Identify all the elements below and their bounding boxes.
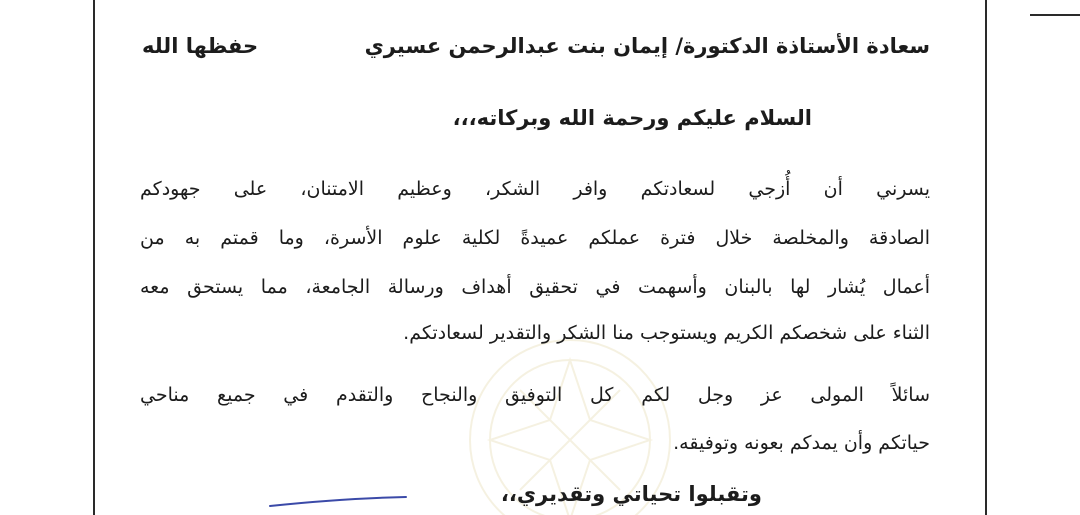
- paragraph1-line-2: الصادقة والمخلصة خلال فترة عملكم عميدةً لكلية علوم الأسرة، وما قمتم به من: [140, 227, 930, 249]
- paragraph1-line-4: الثناء على شخصكم الكريم ويستوجب منا الشكر والتقدير لسعادتكم.: [403, 322, 930, 344]
- paragraph2-line-2: حياتكم وأن يمدكم بعونه وتوفيقه.: [673, 432, 930, 454]
- signature-stroke-icon: [268, 494, 408, 510]
- paragraph1-line-1: يسرني أن أُزجي لسعادتكم وافر الشكر، وعظيم الامتنان، على جهودكم: [140, 178, 930, 200]
- paragraph2-line-1: سائلاً المولى عز وجل لكم كل التوفيق والنجاح والتقدم في جميع مناحي: [140, 384, 930, 406]
- page-frame-right: [985, 0, 987, 515]
- page-frame-top: [1030, 14, 1080, 16]
- recipient-line: سعادة الأستاذة الدكتورة/ إيمان بنت عبدالرحمن عسيري: [364, 34, 930, 58]
- honorific-text: حفظها الله: [142, 34, 259, 58]
- greeting-line: السلام عليكم ورحمة الله وبركاته،،،: [452, 106, 812, 130]
- page-frame-left: [93, 0, 95, 515]
- paragraph1-line-3: أعمال يُشار لها بالبنان وأسهمت في تحقيق أهداف ورسالة الجامعة، مما يستحق معه: [140, 276, 930, 298]
- closing-line: وتقبلوا تحياتي وتقديري،،: [500, 482, 762, 506]
